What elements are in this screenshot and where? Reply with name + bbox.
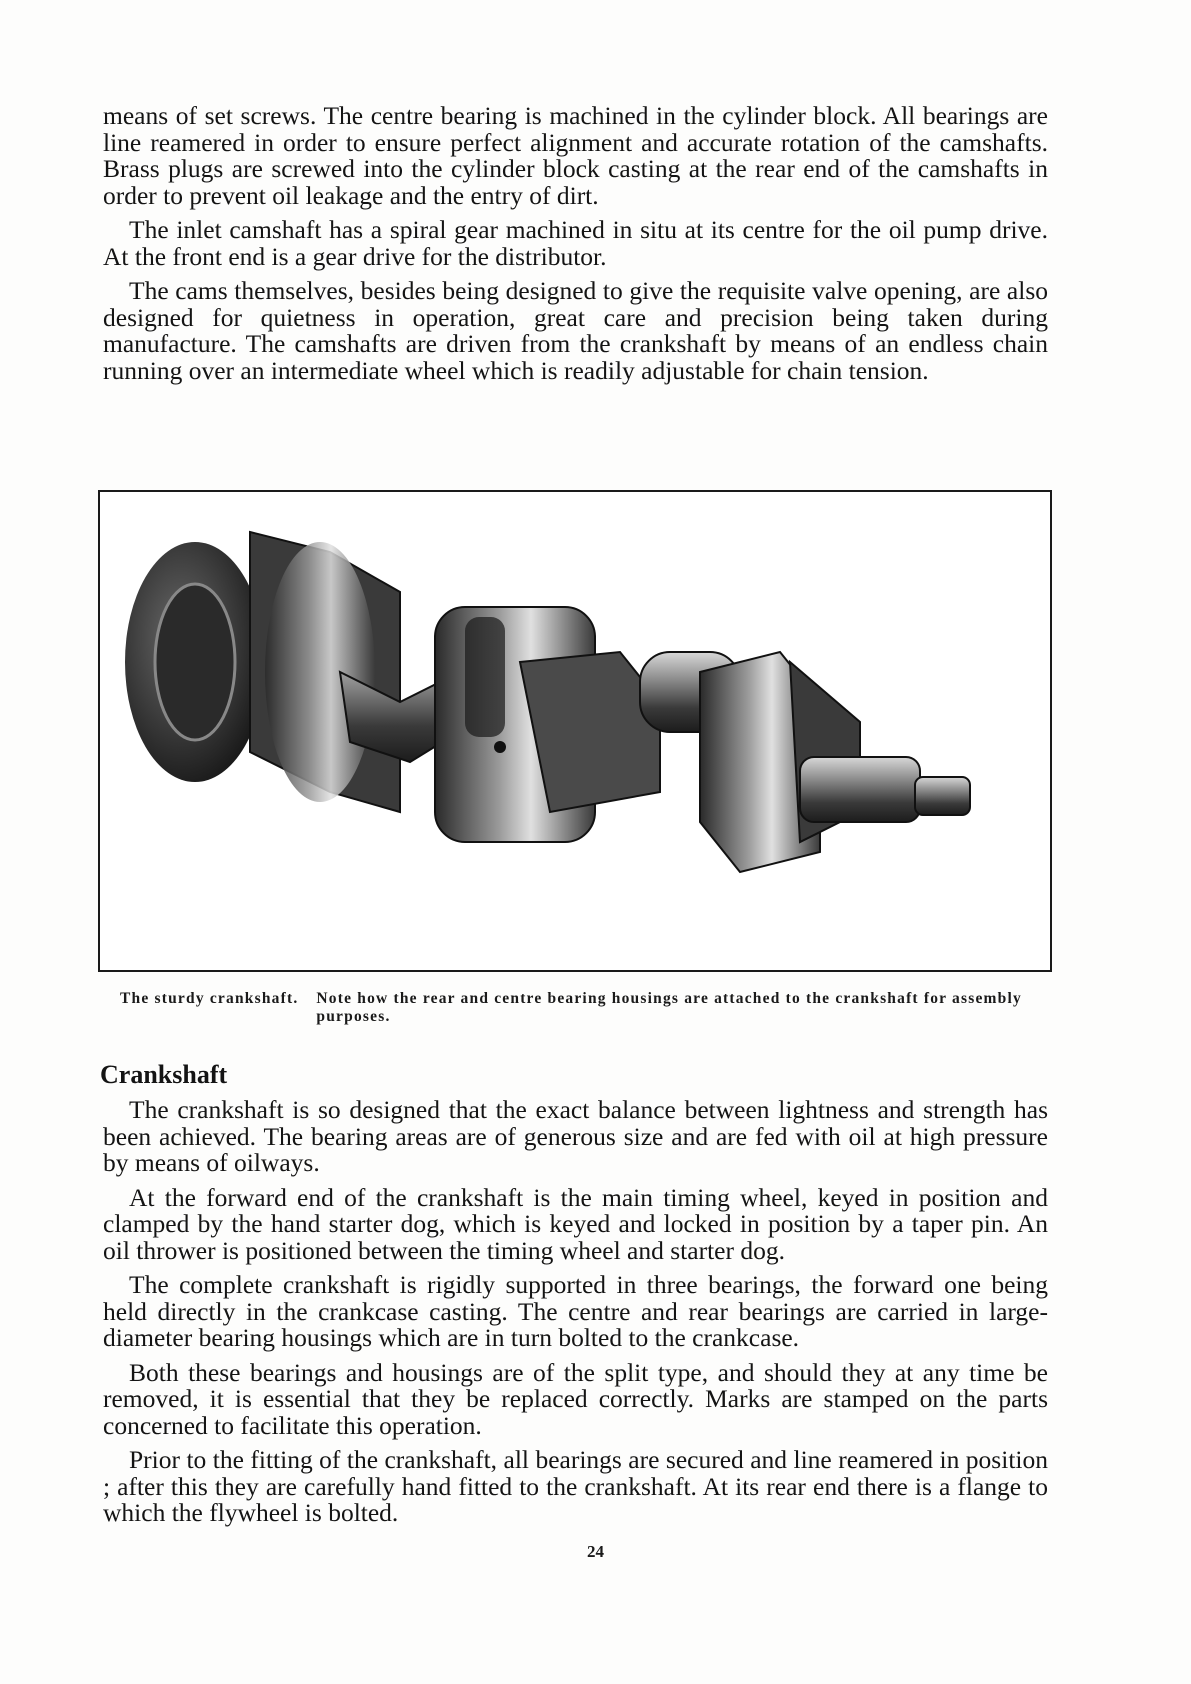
crankshaft-photo: [98, 490, 1052, 972]
crankshaft-tail: [915, 777, 970, 815]
paragraph-timing-wheel: At the forward end of the crankshaft is the main timing wheel, keyed in position and clamped by the hand starter dog, which is keyed and locked in position by a taper pin. An oil thrower is positioned between the timing wheel and starter dog.: [103, 1182, 1048, 1265]
crankshaft-illustration: [100, 492, 1050, 970]
paragraph-fitting: Prior to the fitting of the crankshaft, all bearings are secured and line reamered in position ; after this they are carefully hand fitted to the crankshaft. At its rear end there is a flange to which the flywheel is bolted.: [103, 1445, 1048, 1527]
top-text-block: [103, 103, 1048, 392]
paragraph-inlet-camshaft: The inlet camshaft has a spiral gear machined in situ at its centre for the oil pump drive. At the front end is a gear drive for the distributor.: [103, 215, 1048, 271]
paragraph-design: The crankshaft is so designed that the exact balance between lightness and strength has been achieved. The bearing areas are of generous size and are fed with oil at high pressure by means of oilways.: [103, 1095, 1048, 1177]
paragraph-bearings: The complete crankshaft is rigidly supported in three bearings, the forward one being held directly in the crankcase casting. The centre and rear bearings are carried in large-diameter bearing housings which are in turn bolted to the crankcase.: [103, 1270, 1048, 1352]
figure-caption: [120, 990, 1040, 1026]
section-heading-crankshaft: Crankshaft: [100, 1060, 228, 1089]
paragraph-cams: The cams themselves, besides being designed to give the requisite valve opening, are also designed for quietness in operation, great care and precision being taken during manufacture. The camshafts are driven from the crankshaft by means of an endless chain running over an intermediate wheel which is readily adjustable for chain tension.: [103, 276, 1048, 385]
caption-lead: The sturdy crankshaft.: [120, 990, 299, 1007]
caption-detail: Note how the rear and centre bearing housings are attached to the crankshaft for assembly purposes.: [316, 990, 1022, 1025]
paragraph-camshaft-bearings: means of set screws. The centre bearing is machined in the cylinder block. All bearings are line reamered in order to ensure perfect alignment and accurate rotation of the camshafts. Brass plugs are screwed into the cylinder block casting at the rear end of the camshafts in order to prevent oil leakage and the entry of dirt.: [103, 101, 1048, 210]
paragraph-split-type: Both these bearings and housings are of the split type, and should they at any time be removed, it is essential that they be replaced correctly. Marks are stamped on the parts concerned to facilitate this operation.: [103, 1357, 1048, 1440]
crankshaft-text-block: [103, 1097, 1048, 1535]
page-number: 24: [587, 1542, 604, 1561]
rear-main-journal: [800, 757, 920, 822]
